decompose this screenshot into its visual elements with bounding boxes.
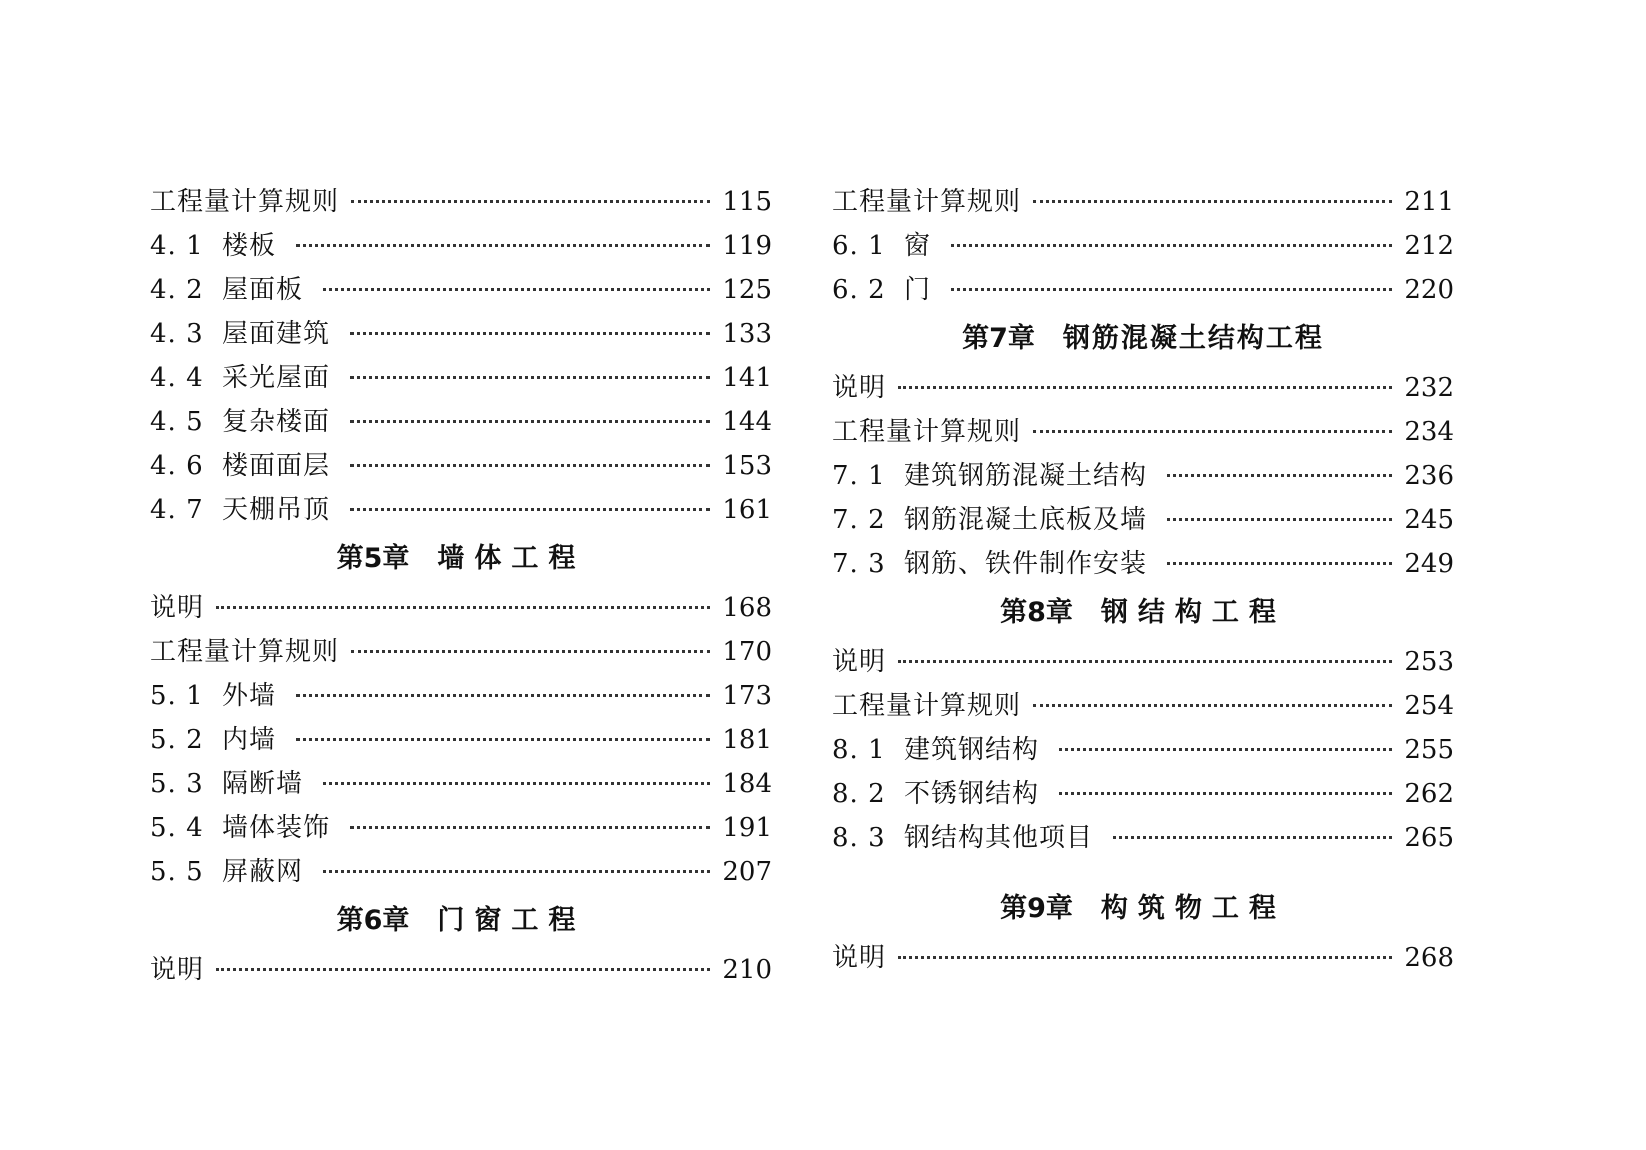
toc-entry (150, 806, 772, 850)
toc-left-column (150, 180, 772, 992)
toc-group (832, 180, 1454, 312)
dot-leader (350, 508, 710, 511)
dot-leader (296, 244, 710, 247)
toc-entry (150, 762, 772, 806)
toc-entry (832, 542, 1454, 586)
page-number: 212 (1404, 231, 1454, 261)
dot-leader (350, 464, 710, 467)
toc-entry (832, 224, 1454, 268)
entry-title: 钢筋混凝土底板及墙 (904, 505, 1148, 535)
toc-entry (832, 410, 1454, 454)
toc-entry (832, 816, 1454, 860)
entry-title: 屋面建筑 (222, 319, 331, 349)
dot-leader (216, 968, 710, 971)
page-number: 184 (722, 769, 772, 799)
page-number: 232 (1404, 373, 1454, 403)
page-number: 119 (722, 231, 772, 261)
entry-title: 工程量计算规则 (832, 417, 1022, 447)
dot-leader (1113, 836, 1392, 839)
entry-title: 说明 (150, 955, 205, 985)
chapter-title: 构筑物工程 (1100, 893, 1286, 924)
entry-title: 采光屋面 (222, 363, 331, 393)
page-number: 268 (1404, 943, 1454, 973)
toc-entry (150, 630, 772, 674)
entry-title: 屏蔽网 (222, 857, 304, 887)
entry-title: 复杂楼面 (222, 407, 331, 437)
toc-group (832, 640, 1454, 860)
toc-entry (150, 586, 772, 630)
entry-title: 说明 (832, 943, 887, 973)
section-number: 8. 3 (832, 823, 886, 853)
toc-entry (150, 268, 772, 312)
chapter-heading (150, 894, 772, 948)
entry-title: 说明 (832, 647, 887, 677)
toc-entry (150, 674, 772, 718)
toc-group (150, 180, 772, 532)
entry-title: 说明 (832, 373, 887, 403)
toc-entry (150, 224, 772, 268)
dot-leader (1167, 518, 1392, 521)
section-number: 4. 2 (150, 275, 204, 305)
toc-entry (150, 444, 772, 488)
page-number: 141 (722, 363, 772, 393)
section-number: 7. 3 (832, 549, 886, 579)
entry-title: 天棚吊顶 (222, 495, 331, 525)
entry-title: 建筑钢结构 (904, 735, 1040, 765)
page-number: 191 (722, 813, 772, 843)
chapter-title: 钢结构工程 (1100, 597, 1286, 628)
page-number: 255 (1404, 735, 1454, 765)
page-number: 168 (722, 593, 772, 623)
chapter-label: 第5章 (336, 543, 410, 574)
entry-title: 建筑钢筋混凝土结构 (904, 461, 1148, 491)
dot-leader (951, 288, 1392, 291)
entry-title: 外墙 (222, 681, 277, 711)
chapter-title: 墙体工程 (437, 543, 586, 574)
toc-entry (150, 180, 772, 224)
page-number: 115 (722, 187, 772, 217)
toc-entry (832, 180, 1454, 224)
entry-title: 墙体装饰 (222, 813, 331, 843)
section-number: 7. 2 (832, 505, 886, 535)
entry-title: 门 (904, 275, 932, 305)
toc-entry (150, 718, 772, 762)
page-number: 236 (1404, 461, 1454, 491)
page-number: 220 (1404, 275, 1454, 305)
section-number: 7. 1 (832, 461, 886, 491)
chapter-heading (832, 882, 1454, 936)
chapter-label: 第8章 (1000, 597, 1073, 628)
dot-leader (951, 244, 1392, 247)
entry-title: 楼板 (222, 231, 277, 261)
page-number: 265 (1404, 823, 1454, 853)
section-number: 5. 1 (150, 681, 204, 711)
chapter-heading (150, 532, 772, 586)
page-number: 249 (1404, 549, 1454, 579)
section-number: 6. 2 (832, 275, 886, 305)
dot-leader (1059, 748, 1392, 751)
section-number: 5. 5 (150, 857, 204, 887)
section-number: 4. 5 (150, 407, 204, 437)
toc-group (832, 366, 1454, 586)
page-number: 153 (722, 451, 772, 481)
dot-leader (323, 288, 710, 291)
dot-leader (898, 956, 1392, 959)
page-number: 161 (722, 495, 772, 525)
dot-leader (350, 826, 710, 829)
dot-leader (323, 782, 710, 785)
dot-leader (296, 694, 710, 697)
dot-leader (350, 332, 710, 335)
toc-group (150, 586, 772, 894)
entry-title: 屋面板 (222, 275, 304, 305)
dot-leader (1033, 200, 1392, 203)
spacer (832, 860, 1454, 882)
chapter-heading (832, 312, 1454, 366)
section-number: 4. 7 (150, 495, 204, 525)
page-number: 173 (722, 681, 772, 711)
dot-leader (1059, 792, 1392, 795)
page-number: 253 (1404, 647, 1454, 677)
page-number: 211 (1404, 187, 1454, 217)
entry-title: 内墙 (222, 725, 277, 755)
toc-entry (150, 312, 772, 356)
toc-group (832, 936, 1454, 980)
toc-entry (832, 454, 1454, 498)
dot-leader (296, 738, 710, 741)
toc-entry (832, 640, 1454, 684)
section-number: 4. 1 (150, 231, 204, 261)
toc-right-column (832, 180, 1454, 980)
page-number: 181 (722, 725, 772, 755)
section-number: 4. 3 (150, 319, 204, 349)
entry-title: 工程量计算规则 (150, 637, 340, 667)
chapter-title: 钢筋混凝土结构工程 (1062, 323, 1324, 354)
toc-entry (150, 850, 772, 894)
page-number: 254 (1404, 691, 1454, 721)
entry-title: 窗 (904, 231, 932, 261)
toc-entry (832, 936, 1454, 980)
page-number: 144 (722, 407, 772, 437)
section-number: 4. 4 (150, 363, 204, 393)
entry-title: 不锈钢结构 (904, 779, 1040, 809)
page-number: 234 (1404, 417, 1454, 447)
dot-leader (898, 660, 1392, 663)
page-number: 262 (1404, 779, 1454, 809)
toc-entry (150, 488, 772, 532)
dot-leader (351, 200, 710, 203)
toc-entry (832, 772, 1454, 816)
section-number: 6. 1 (832, 231, 886, 261)
dot-leader (898, 386, 1392, 389)
chapter-label: 第7章 (962, 323, 1035, 354)
section-number: 8. 1 (832, 735, 886, 765)
section-number: 5. 4 (150, 813, 204, 843)
entry-title: 楼面面层 (222, 451, 331, 481)
dot-leader (1033, 430, 1392, 433)
chapter-title: 门窗工程 (437, 905, 586, 936)
page-number: 245 (1404, 505, 1454, 535)
entry-title: 钢结构其他项目 (904, 823, 1094, 853)
toc-entry (150, 356, 772, 400)
dot-leader (1167, 474, 1392, 477)
entry-title: 说明 (150, 593, 205, 623)
page-number: 207 (722, 857, 772, 887)
toc-entry (832, 498, 1454, 542)
dot-leader (216, 606, 710, 609)
section-number: 8. 2 (832, 779, 886, 809)
page-number: 170 (722, 637, 772, 667)
entry-title: 工程量计算规则 (832, 691, 1022, 721)
toc-entry (832, 728, 1454, 772)
toc-entry (832, 684, 1454, 728)
toc-entry (150, 948, 772, 992)
chapter-label: 第9章 (1000, 893, 1073, 924)
dot-leader (323, 870, 710, 873)
entry-title: 工程量计算规则 (150, 187, 340, 217)
dot-leader (350, 420, 710, 423)
chapter-heading (832, 586, 1454, 640)
chapter-label: 第6章 (336, 905, 410, 936)
toc-entry (832, 268, 1454, 312)
entry-title: 工程量计算规则 (832, 187, 1022, 217)
entry-title: 隔断墙 (222, 769, 304, 799)
page-number: 210 (722, 955, 772, 985)
toc-entry (832, 366, 1454, 410)
dot-leader (350, 376, 710, 379)
dot-leader (1033, 704, 1392, 707)
entry-title: 钢筋、铁件制作安装 (904, 549, 1148, 579)
page-number: 133 (722, 319, 772, 349)
toc-entry (150, 400, 772, 444)
dot-leader (1167, 562, 1392, 565)
toc-group (150, 948, 772, 992)
dot-leader (351, 650, 710, 653)
section-number: 5. 3 (150, 769, 204, 799)
section-number: 4. 6 (150, 451, 204, 481)
section-number: 5. 2 (150, 725, 204, 755)
page-number: 125 (722, 275, 772, 305)
